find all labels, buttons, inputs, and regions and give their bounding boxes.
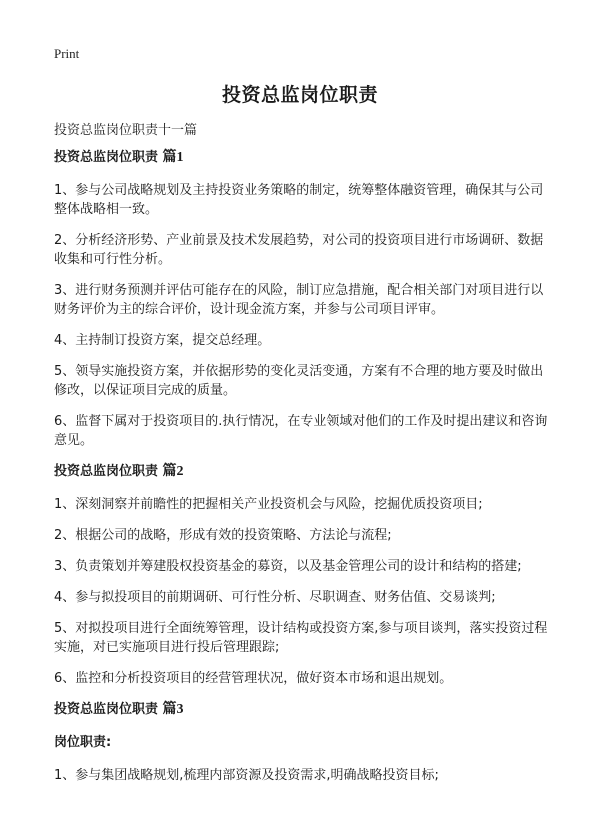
sub-heading: 岗位职责: <box>54 735 112 750</box>
list-item: 4、参与拟投项目的前期调研、可行性分析、尽职调查、财务估值、交易谈判; <box>54 590 496 605</box>
section-heading <box>54 700 550 720</box>
section-heading-text: 投资总监岗位职责 <box>54 702 163 717</box>
print-link[interactable]: Print <box>54 46 80 61</box>
list-item: 4、主持制订投资方案，提交总经理。 <box>54 333 271 348</box>
section-heading-number: 篇2 <box>162 464 184 479</box>
list-item: 3、进行财务预测并评估可能存在的风险，制订应急措施，配合相关部门对项目进行以财务评价为主的综合评价，设计现金流方案，并参与公司项目评审。 <box>54 283 544 317</box>
section-heading <box>54 462 550 482</box>
list-item: 1、深刻洞察并前瞻性的把握相关产业投资机会与风险，挖掘优质投资项目; <box>54 497 483 512</box>
list-item: 6、监控和分析投资项目的经营管理状况，做好资本市场和退出规划。 <box>54 671 453 686</box>
document-title: 投资总监岗位职责 <box>221 84 378 106</box>
list-item: 1、参与集团战略规划,梳理内部资源及投资需求,明确战略投资目标; <box>54 768 439 783</box>
list-item: 1、参与公司战略规划及主持投资业务策略的制定，统筹整体融资管理，确保其与公司整体战略相一致。 <box>54 183 544 217</box>
list-item: 6、监督下属对于投资项目的.执行情况，在专业领域对他们的工作及时提出建议和咨询意见。 <box>54 414 548 448</box>
list-item: 2、分析经济形势、产业前景及技术发展趋势，对公司的投资项目进行市场调研、数据收集和可行性分析。 <box>54 233 544 267</box>
list-item: 3、负责策划并筹建股权投资基金的募资，以及基金管理公司的设计和结构的搭建; <box>54 559 522 574</box>
section-heading-text: 投资总监岗位职责 <box>54 464 163 479</box>
list-item: 2、根据公司的战略，形成有效的投资策略、方法论与流程; <box>54 528 392 543</box>
section-heading-number: 篇1 <box>162 150 184 165</box>
list-item: 5、领导实施投资方案，并依据形势的变化灵活变通，方案有不合理的地方要及时做出修改，以保证项目完成的质量。 <box>54 364 544 398</box>
document-subtitle: 投资总监岗位职责十一篇 <box>54 123 198 138</box>
section-heading <box>54 148 550 168</box>
document-body <box>54 148 550 797</box>
section-heading-number: 篇3 <box>162 702 184 717</box>
section-heading-text: 投资总监岗位职责 <box>54 150 163 165</box>
list-item: 5、对拟投项目进行全面统筹管理，设计结构或投资方案,参与项目谈判，落实投资过程实施，对已实施项目进行投后管理跟踪; <box>54 621 548 655</box>
